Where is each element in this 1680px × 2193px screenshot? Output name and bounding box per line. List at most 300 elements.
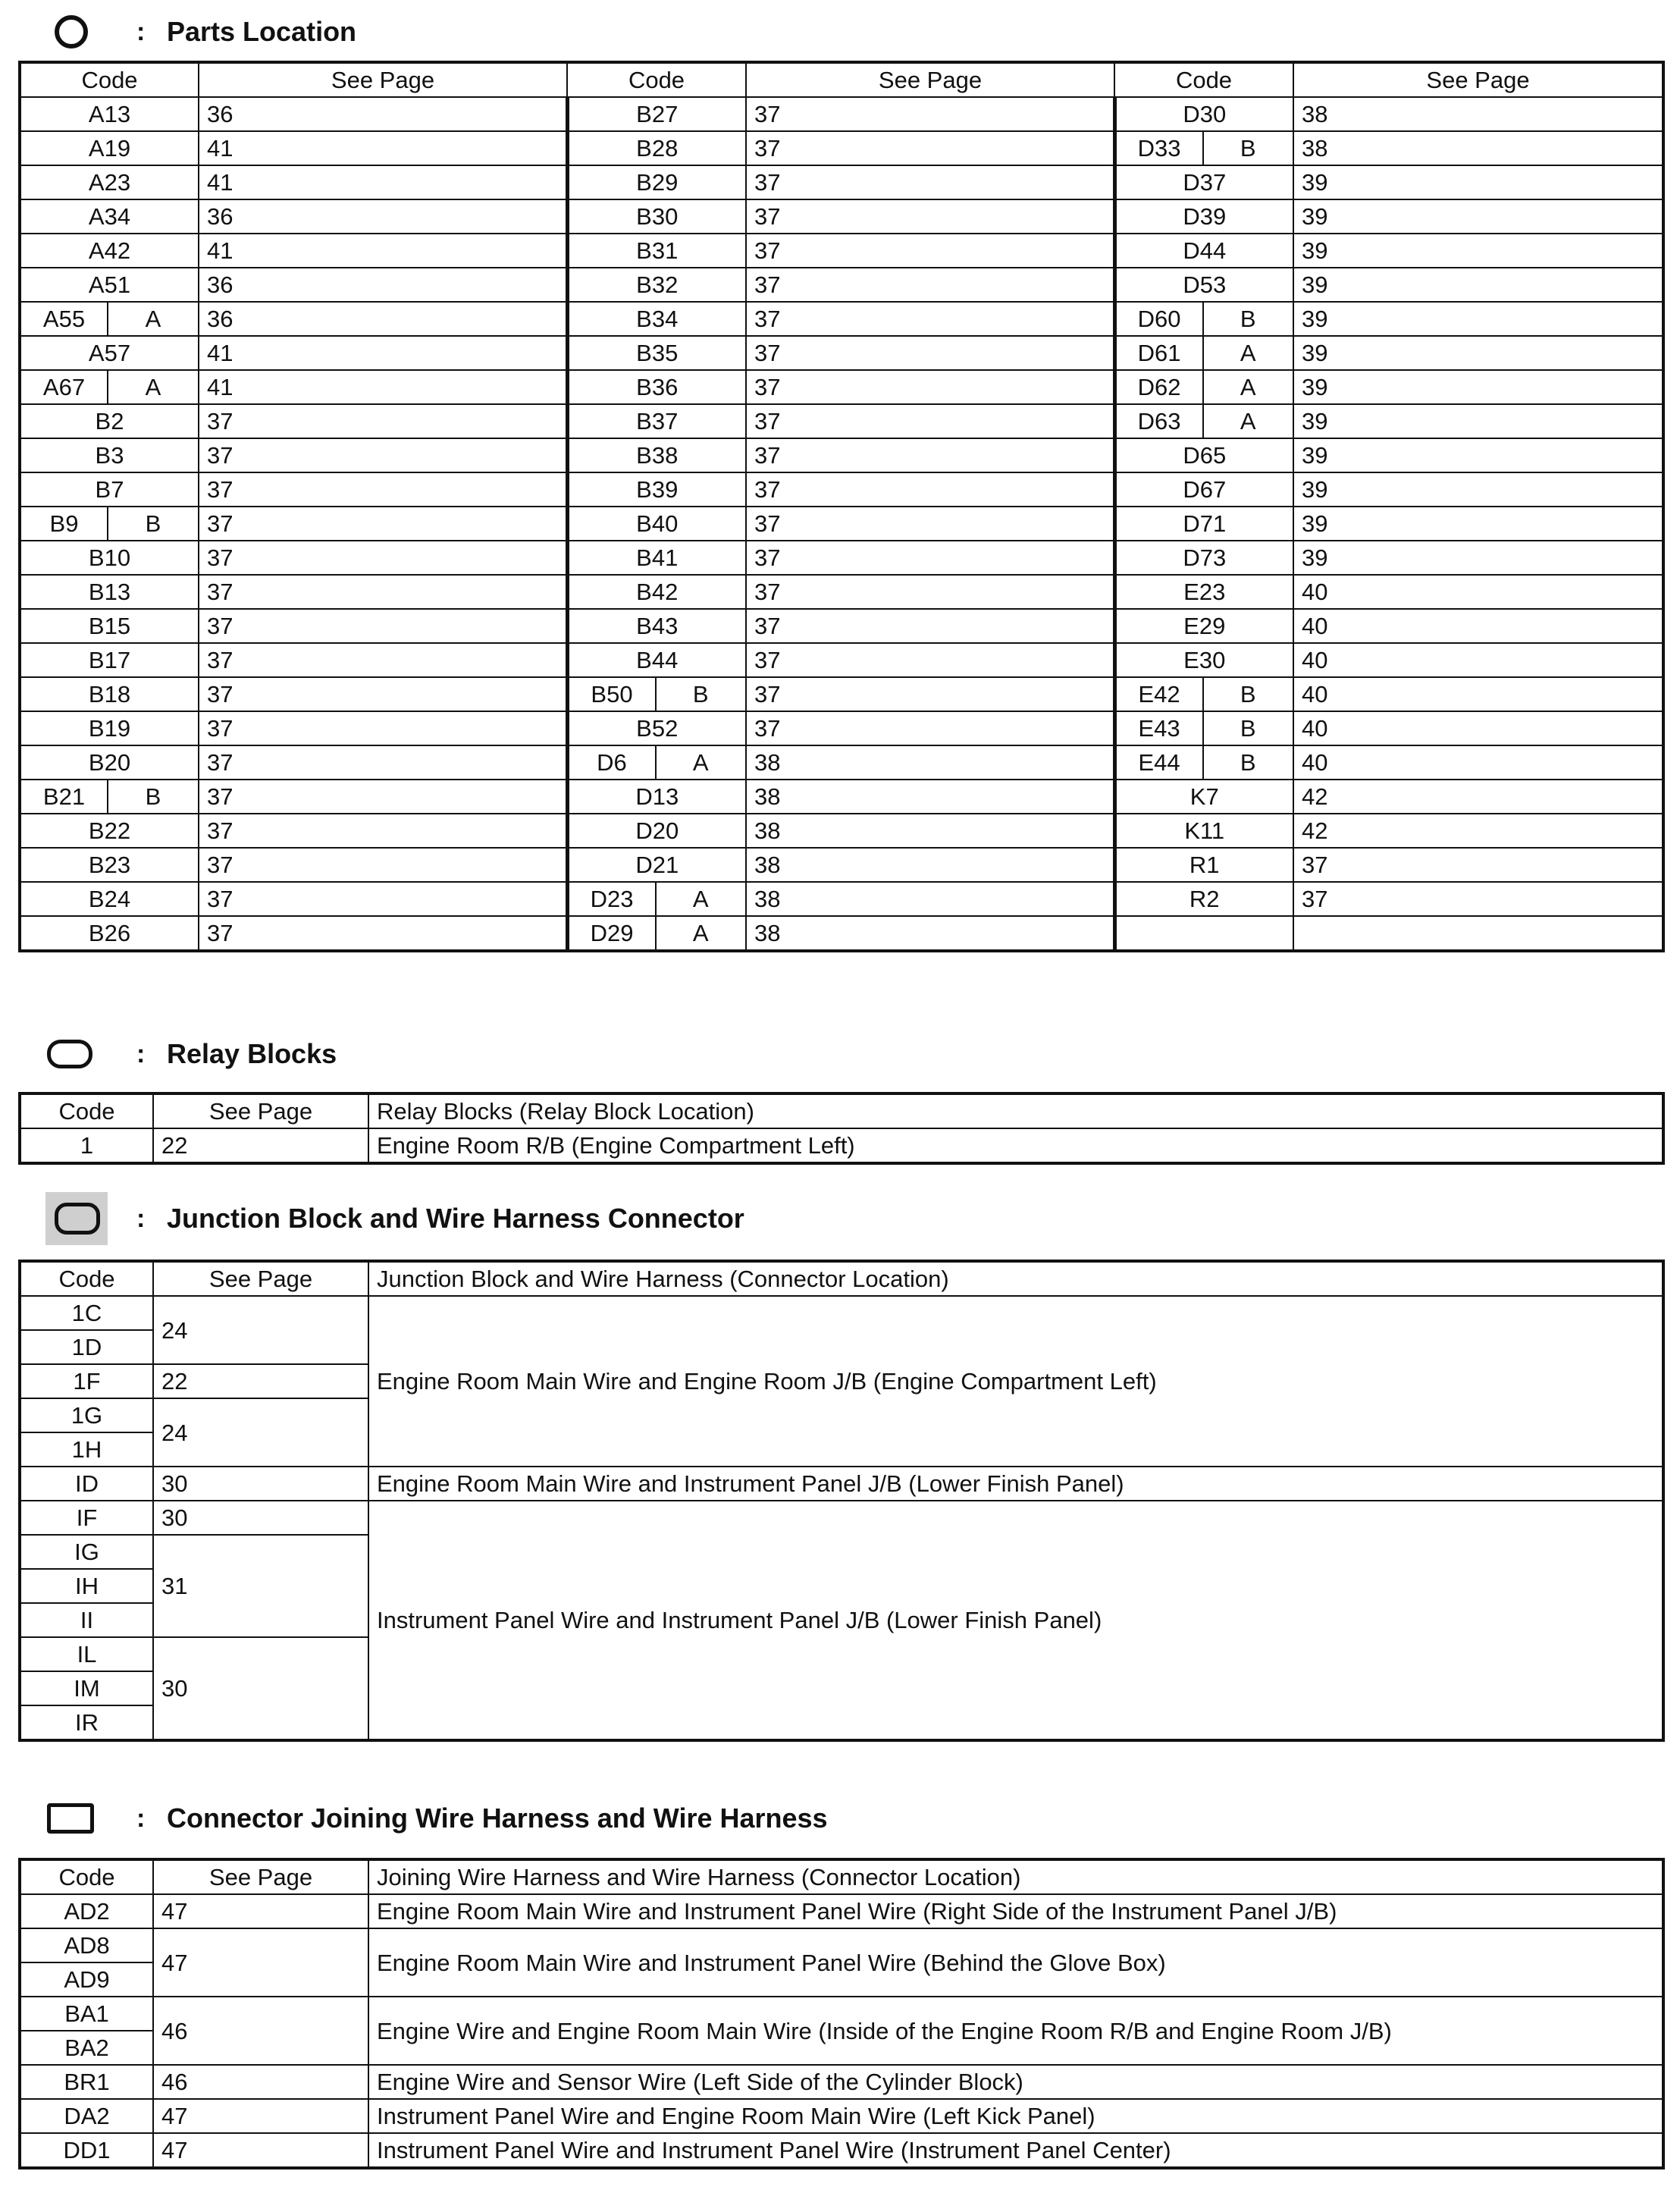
- row-code-cell: [1114, 780, 1293, 814]
- row-code-cell: [20, 609, 199, 643]
- row-page: 37: [746, 711, 1114, 745]
- connector-letter: A: [692, 886, 709, 912]
- table-row: [20, 1997, 1663, 2031]
- row-code-cell: [1114, 336, 1293, 370]
- row-code: B52: [636, 715, 679, 742]
- row-code: IM: [20, 1671, 153, 1705]
- row-code-cell: [20, 404, 199, 438]
- row-code: BR1: [20, 2065, 153, 2099]
- connector-letter: B: [145, 510, 161, 537]
- row-location: Engine Room R/B (Engine Compartment Left): [368, 1128, 1663, 1163]
- row-code: B32: [636, 271, 679, 298]
- heading-colon: :: [136, 1203, 146, 1233]
- table-row: [20, 848, 1663, 882]
- row-code: E43: [1117, 712, 1204, 745]
- row-page: 37: [746, 541, 1114, 575]
- row-page: 22: [153, 1364, 368, 1398]
- row-code: B36: [636, 374, 679, 400]
- header-see-page: See Page: [153, 1093, 368, 1128]
- row-code: B24: [88, 886, 131, 912]
- row-code: IH: [20, 1569, 153, 1603]
- row-code: B41: [636, 544, 679, 571]
- row-location: Engine Wire and Engine Room Main Wire (Inside of the Engine Room R/B and Engine Room J/B): [368, 1997, 1663, 2065]
- table-row: [20, 302, 1663, 336]
- row-code-cell: [20, 472, 199, 507]
- row-code: K11: [1184, 817, 1225, 844]
- code-with-connector-letter: [1117, 405, 1293, 438]
- row-code: A34: [88, 203, 131, 230]
- row-code: AD8: [20, 1928, 153, 1962]
- connector-letter: A: [692, 749, 709, 776]
- row-page: 38: [1293, 97, 1663, 131]
- table-row: [20, 2065, 1663, 2099]
- table-row: [20, 404, 1663, 438]
- row-page: 37: [199, 404, 567, 438]
- row-page: 37: [1293, 848, 1663, 882]
- section-title: Junction Block and Wire Harness Connector: [167, 1203, 744, 1234]
- row-code: B3: [95, 442, 124, 469]
- row-page: 30: [153, 1467, 368, 1501]
- table-row: [20, 711, 1663, 745]
- row-code-cell: [567, 677, 746, 711]
- code-with-connector-letter: [1117, 337, 1293, 369]
- row-code-cell: [20, 507, 199, 541]
- row-code: B7: [95, 476, 124, 503]
- header-code: Code: [20, 62, 199, 97]
- row-page: 39: [1293, 370, 1663, 404]
- row-code-cell: [1114, 165, 1293, 199]
- row-code: D71: [1183, 510, 1227, 537]
- row-code: D33: [1117, 132, 1204, 165]
- row-code: A13: [88, 101, 131, 127]
- table-row: [20, 1128, 1663, 1163]
- row-code: B13: [88, 579, 131, 605]
- row-code-cell: [1114, 370, 1293, 404]
- code-with-connector-letter: [1117, 746, 1293, 779]
- row-code-cell: [20, 780, 199, 814]
- table-row: [20, 916, 1663, 951]
- row-code: D30: [1183, 101, 1227, 127]
- row-page: 37: [199, 575, 567, 609]
- row-code: IR: [20, 1705, 153, 1740]
- row-code: R1: [1189, 852, 1220, 878]
- row-code-cell: [20, 711, 199, 745]
- code-with-connector-letter: [21, 780, 198, 813]
- row-code: B50: [569, 678, 657, 711]
- row-code: D29: [569, 917, 657, 949]
- row-code-cell: [567, 438, 746, 472]
- connector-letter: B: [145, 783, 161, 810]
- row-code: A51: [88, 271, 131, 298]
- row-code: AD9: [20, 1962, 153, 1997]
- row-page: 42: [1293, 780, 1663, 814]
- table-row: [20, 609, 1663, 643]
- table-row: [20, 643, 1663, 677]
- row-code: B31: [636, 237, 679, 264]
- row-code: BA2: [20, 2031, 153, 2065]
- row-page: 39: [1293, 438, 1663, 472]
- row-code-cell: [1114, 848, 1293, 882]
- header-location: Relay Blocks (Relay Block Location): [368, 1093, 1663, 1128]
- row-code-cell: [20, 165, 199, 199]
- table-row: [20, 131, 1663, 165]
- row-code-cell: [1114, 199, 1293, 234]
- row-code: B15: [88, 613, 131, 639]
- row-location: Engine Room Main Wire and Instrument Panel Wire (Right Side of the Instrument Panel J/B): [368, 1894, 1663, 1928]
- row-code: B23: [88, 852, 131, 878]
- header-code: Code: [567, 62, 746, 97]
- row-page: 22: [153, 1128, 368, 1163]
- row-code: 1G: [20, 1398, 153, 1432]
- header-see-page: See Page: [199, 62, 567, 97]
- row-page: 37: [199, 507, 567, 541]
- code-with-connector-letter: [569, 883, 746, 915]
- header-see-page: See Page: [153, 1859, 368, 1894]
- row-page: 39: [1293, 404, 1663, 438]
- row-page: 38: [746, 780, 1114, 814]
- row-code: BA1: [20, 1997, 153, 2031]
- table-row: [20, 268, 1663, 302]
- row-code-cell: [20, 268, 199, 302]
- table-row: [20, 234, 1663, 268]
- row-code: B42: [636, 579, 679, 605]
- row-code: AD2: [20, 1894, 153, 1928]
- row-code-cell: [567, 472, 746, 507]
- row-code-cell: [20, 745, 199, 780]
- row-page: 37: [199, 677, 567, 711]
- row-page: 31: [153, 1535, 368, 1637]
- row-page: 40: [1293, 643, 1663, 677]
- row-page: 40: [1293, 575, 1663, 609]
- row-code: B34: [636, 306, 679, 332]
- connector-letter: B: [1240, 681, 1256, 707]
- table-row: [20, 2133, 1663, 2168]
- row-code: B9: [21, 507, 108, 540]
- row-page: 37: [746, 609, 1114, 643]
- row-page: 37: [746, 131, 1114, 165]
- relay-blocks-table: [18, 1092, 1665, 1165]
- row-code: B10: [88, 544, 131, 571]
- row-code: B38: [636, 442, 679, 469]
- row-page: 37: [746, 404, 1114, 438]
- row-code: K7: [1189, 783, 1219, 810]
- header-code: Code: [20, 1093, 153, 1128]
- table-row: [20, 780, 1663, 814]
- row-page: 40: [1293, 609, 1663, 643]
- row-page: 42: [1293, 814, 1663, 848]
- code-with-connector-letter: [569, 678, 746, 711]
- table-row: [20, 507, 1663, 541]
- row-code: B37: [636, 408, 679, 435]
- row-code: 1C: [20, 1296, 153, 1330]
- row-code: DD1: [20, 2133, 153, 2168]
- row-page: 37: [746, 336, 1114, 370]
- row-code-cell: [20, 336, 199, 370]
- row-code-cell: [1114, 131, 1293, 165]
- row-code-cell: [20, 370, 199, 404]
- row-code-cell: [567, 234, 746, 268]
- row-code-cell: [567, 780, 746, 814]
- connector-letter: B: [1240, 749, 1256, 776]
- row-code-cell: [1114, 609, 1293, 643]
- row-page: 37: [746, 97, 1114, 131]
- row-code-cell: [1114, 438, 1293, 472]
- row-code-cell: [1114, 507, 1293, 541]
- row-code: 1H: [20, 1432, 153, 1467]
- row-code: E30: [1183, 647, 1226, 673]
- row-code-cell: [567, 916, 746, 951]
- row-code: R2: [1189, 886, 1220, 912]
- row-code: B27: [636, 101, 679, 127]
- row-code: A42: [88, 237, 131, 264]
- junction-block-table: [18, 1260, 1665, 1742]
- header-location: Junction Block and Wire Harness (Connector Location): [368, 1261, 1663, 1296]
- row-code: D23: [569, 883, 657, 915]
- table-header-row: [20, 1859, 1663, 1894]
- table-row: [20, 541, 1663, 575]
- row-code-cell: [20, 438, 199, 472]
- row-code: 1: [20, 1128, 153, 1163]
- row-location: Engine Wire and Sensor Wire (Left Side of the Cylinder Block): [368, 2065, 1663, 2099]
- header-see-page: See Page: [746, 62, 1114, 97]
- row-page: 37: [199, 745, 567, 780]
- row-code-cell: [1114, 234, 1293, 268]
- row-page: 37: [199, 780, 567, 814]
- table-header-row: [20, 62, 1663, 97]
- row-page: 37: [199, 609, 567, 643]
- connector-letter: A: [1240, 340, 1256, 366]
- row-page: 38: [1293, 131, 1663, 165]
- row-code-cell: [567, 336, 746, 370]
- row-page: 41: [199, 336, 567, 370]
- row-page: 37: [746, 438, 1114, 472]
- table-row: [20, 814, 1663, 848]
- connector-joining-table: [18, 1858, 1665, 2169]
- code-with-connector-letter: [21, 507, 198, 540]
- table-header-row: [20, 1093, 1663, 1128]
- connector-letter: B: [1240, 715, 1256, 742]
- circle-symbol-icon: [55, 15, 88, 49]
- row-code: D73: [1183, 544, 1227, 571]
- row-page: 37: [199, 541, 567, 575]
- row-code-cell: [20, 199, 199, 234]
- row-code: DA2: [20, 2099, 153, 2133]
- row-page: 36: [199, 199, 567, 234]
- row-code: D6: [569, 746, 657, 779]
- row-page: 24: [153, 1398, 368, 1467]
- row-code: D21: [635, 852, 679, 878]
- connector-letter: A: [1240, 374, 1256, 400]
- table-row: [20, 575, 1663, 609]
- row-code: E29: [1183, 613, 1226, 639]
- row-code: D62: [1117, 371, 1204, 403]
- row-code: A23: [88, 169, 131, 196]
- row-page: 41: [199, 131, 567, 165]
- row-code: D63: [1117, 405, 1204, 438]
- row-page: 40: [1293, 745, 1663, 780]
- row-location: Instrument Panel Wire and Instrument Panel Wire (Instrument Panel Center): [368, 2133, 1663, 2168]
- row-code-cell: [20, 97, 199, 131]
- row-code: E23: [1183, 579, 1226, 605]
- heading-colon: :: [136, 17, 146, 46]
- section-title: Connector Joining Wire Harness and Wire Harness: [167, 1802, 828, 1834]
- row-code: D60: [1117, 303, 1204, 335]
- row-code-cell: [567, 268, 746, 302]
- row-code: D61: [1117, 337, 1204, 369]
- row-code-cell: [20, 302, 199, 336]
- row-code: B40: [636, 510, 679, 537]
- parts-table-body: [20, 97, 1663, 951]
- row-code: B18: [88, 681, 131, 707]
- row-page: 47: [153, 1894, 368, 1928]
- row-code: E42: [1117, 678, 1204, 711]
- row-code-cell: [1114, 814, 1293, 848]
- row-code: B17: [88, 647, 131, 673]
- heading-colon: :: [136, 1039, 146, 1068]
- header-code: Code: [1114, 62, 1293, 97]
- table-row: [20, 438, 1663, 472]
- row-code: A55: [21, 303, 108, 335]
- row-code-cell: [20, 131, 199, 165]
- row-page: 37: [199, 848, 567, 882]
- code-with-connector-letter: [1117, 303, 1293, 335]
- row-page: 47: [153, 1928, 368, 1997]
- row-page: 37: [746, 302, 1114, 336]
- row-page: 39: [1293, 507, 1663, 541]
- row-page: 46: [153, 1997, 368, 2065]
- parts-location-table: [18, 61, 1665, 952]
- row-page: 47: [153, 2133, 368, 2168]
- row-code-cell: [1114, 302, 1293, 336]
- row-page: 36: [199, 268, 567, 302]
- row-code-cell: [567, 199, 746, 234]
- row-code-cell: [20, 541, 199, 575]
- row-code: IL: [20, 1637, 153, 1671]
- row-code-cell: [1114, 745, 1293, 780]
- row-page: 41: [199, 370, 567, 404]
- connector-letter: A: [1240, 408, 1256, 435]
- row-page: 37: [746, 677, 1114, 711]
- row-code: D20: [635, 817, 679, 844]
- row-page: 37: [199, 711, 567, 745]
- row-code-cell: [20, 882, 199, 916]
- row-code: B30: [636, 203, 679, 230]
- row-page: 37: [1293, 882, 1663, 916]
- row-page: 37: [746, 575, 1114, 609]
- connector-letter: A: [145, 306, 161, 332]
- rectangle-symbol-icon: [47, 1803, 94, 1834]
- row-code-cell: [20, 814, 199, 848]
- row-code: II: [20, 1603, 153, 1637]
- row-code: 1D: [20, 1330, 153, 1364]
- connector-letter: A: [145, 374, 161, 400]
- heading-colon: :: [136, 1803, 146, 1833]
- row-code-cell: [567, 575, 746, 609]
- row-code-cell: [567, 165, 746, 199]
- row-page: 37: [746, 234, 1114, 268]
- row-page: 39: [1293, 472, 1663, 507]
- row-page: 30: [153, 1637, 368, 1740]
- table-row: [20, 1501, 1663, 1535]
- header-see-page: See Page: [1293, 62, 1663, 97]
- row-location: Instrument Panel Wire and Instrument Panel J/B (Lower Finish Panel): [368, 1501, 1663, 1740]
- row-page: 41: [199, 234, 567, 268]
- table-header-row: [20, 1261, 1663, 1296]
- table-row: [20, 1296, 1663, 1330]
- row-code: B43: [636, 613, 679, 639]
- row-page: 24: [153, 1296, 368, 1364]
- row-page: 41: [199, 165, 567, 199]
- row-code-cell: [1114, 882, 1293, 916]
- code-with-connector-letter: [569, 917, 746, 949]
- row-code-cell: [20, 848, 199, 882]
- row-code: D44: [1183, 237, 1227, 264]
- table-row: [20, 1467, 1663, 1501]
- row-code-cell: [567, 541, 746, 575]
- row-location: Engine Room Main Wire and Engine Room J/B (Engine Compartment Left): [368, 1296, 1663, 1467]
- row-page: 39: [1293, 541, 1663, 575]
- row-location: Engine Room Main Wire and Instrument Panel Wire (Behind the Glove Box): [368, 1928, 1663, 1997]
- row-code-cell: [1114, 268, 1293, 302]
- connector-letter: A: [692, 920, 709, 946]
- row-page: 39: [1293, 165, 1663, 199]
- row-code: D13: [635, 783, 679, 810]
- row-code-cell: [567, 97, 746, 131]
- row-code-cell: [567, 745, 746, 780]
- row-page: 39: [1293, 234, 1663, 268]
- row-page: 36: [199, 302, 567, 336]
- row-code-cell: [567, 131, 746, 165]
- row-page: 38: [746, 882, 1114, 916]
- row-page: 38: [746, 745, 1114, 780]
- row-code: A19: [88, 135, 131, 162]
- connector-letter: B: [692, 681, 709, 707]
- row-code: B39: [636, 476, 679, 503]
- row-page: 37: [746, 165, 1114, 199]
- table-row: [20, 165, 1663, 199]
- shaded-oval-symbol-icon: [55, 1203, 100, 1235]
- row-code: D65: [1183, 442, 1227, 469]
- row-page: 46: [153, 2065, 368, 2099]
- row-code: D37: [1183, 169, 1227, 196]
- row-page: 47: [153, 2099, 368, 2133]
- row-page: 38: [746, 814, 1114, 848]
- row-code: B44: [636, 647, 679, 673]
- code-with-connector-letter: [1117, 132, 1293, 165]
- row-page: 37: [199, 472, 567, 507]
- row-code: D53: [1183, 271, 1227, 298]
- row-code: D39: [1183, 203, 1227, 230]
- row-code-cell: [567, 711, 746, 745]
- row-code: E44: [1117, 746, 1204, 779]
- row-code: B21: [21, 780, 108, 813]
- row-code-cell: [1114, 541, 1293, 575]
- row-page: [1293, 916, 1663, 951]
- row-code: B20: [88, 749, 131, 776]
- row-code: B26: [88, 920, 131, 946]
- row-code-cell: [1114, 643, 1293, 677]
- row-page: 37: [746, 472, 1114, 507]
- table-row: [20, 745, 1663, 780]
- code-with-connector-letter: [21, 303, 198, 335]
- code-with-connector-letter: [21, 371, 198, 403]
- row-code: A57: [88, 340, 131, 366]
- row-page: 37: [199, 814, 567, 848]
- table-row: [20, 199, 1663, 234]
- row-code: 1F: [20, 1364, 153, 1398]
- row-code-cell: [567, 643, 746, 677]
- connector-letter: B: [1240, 135, 1256, 162]
